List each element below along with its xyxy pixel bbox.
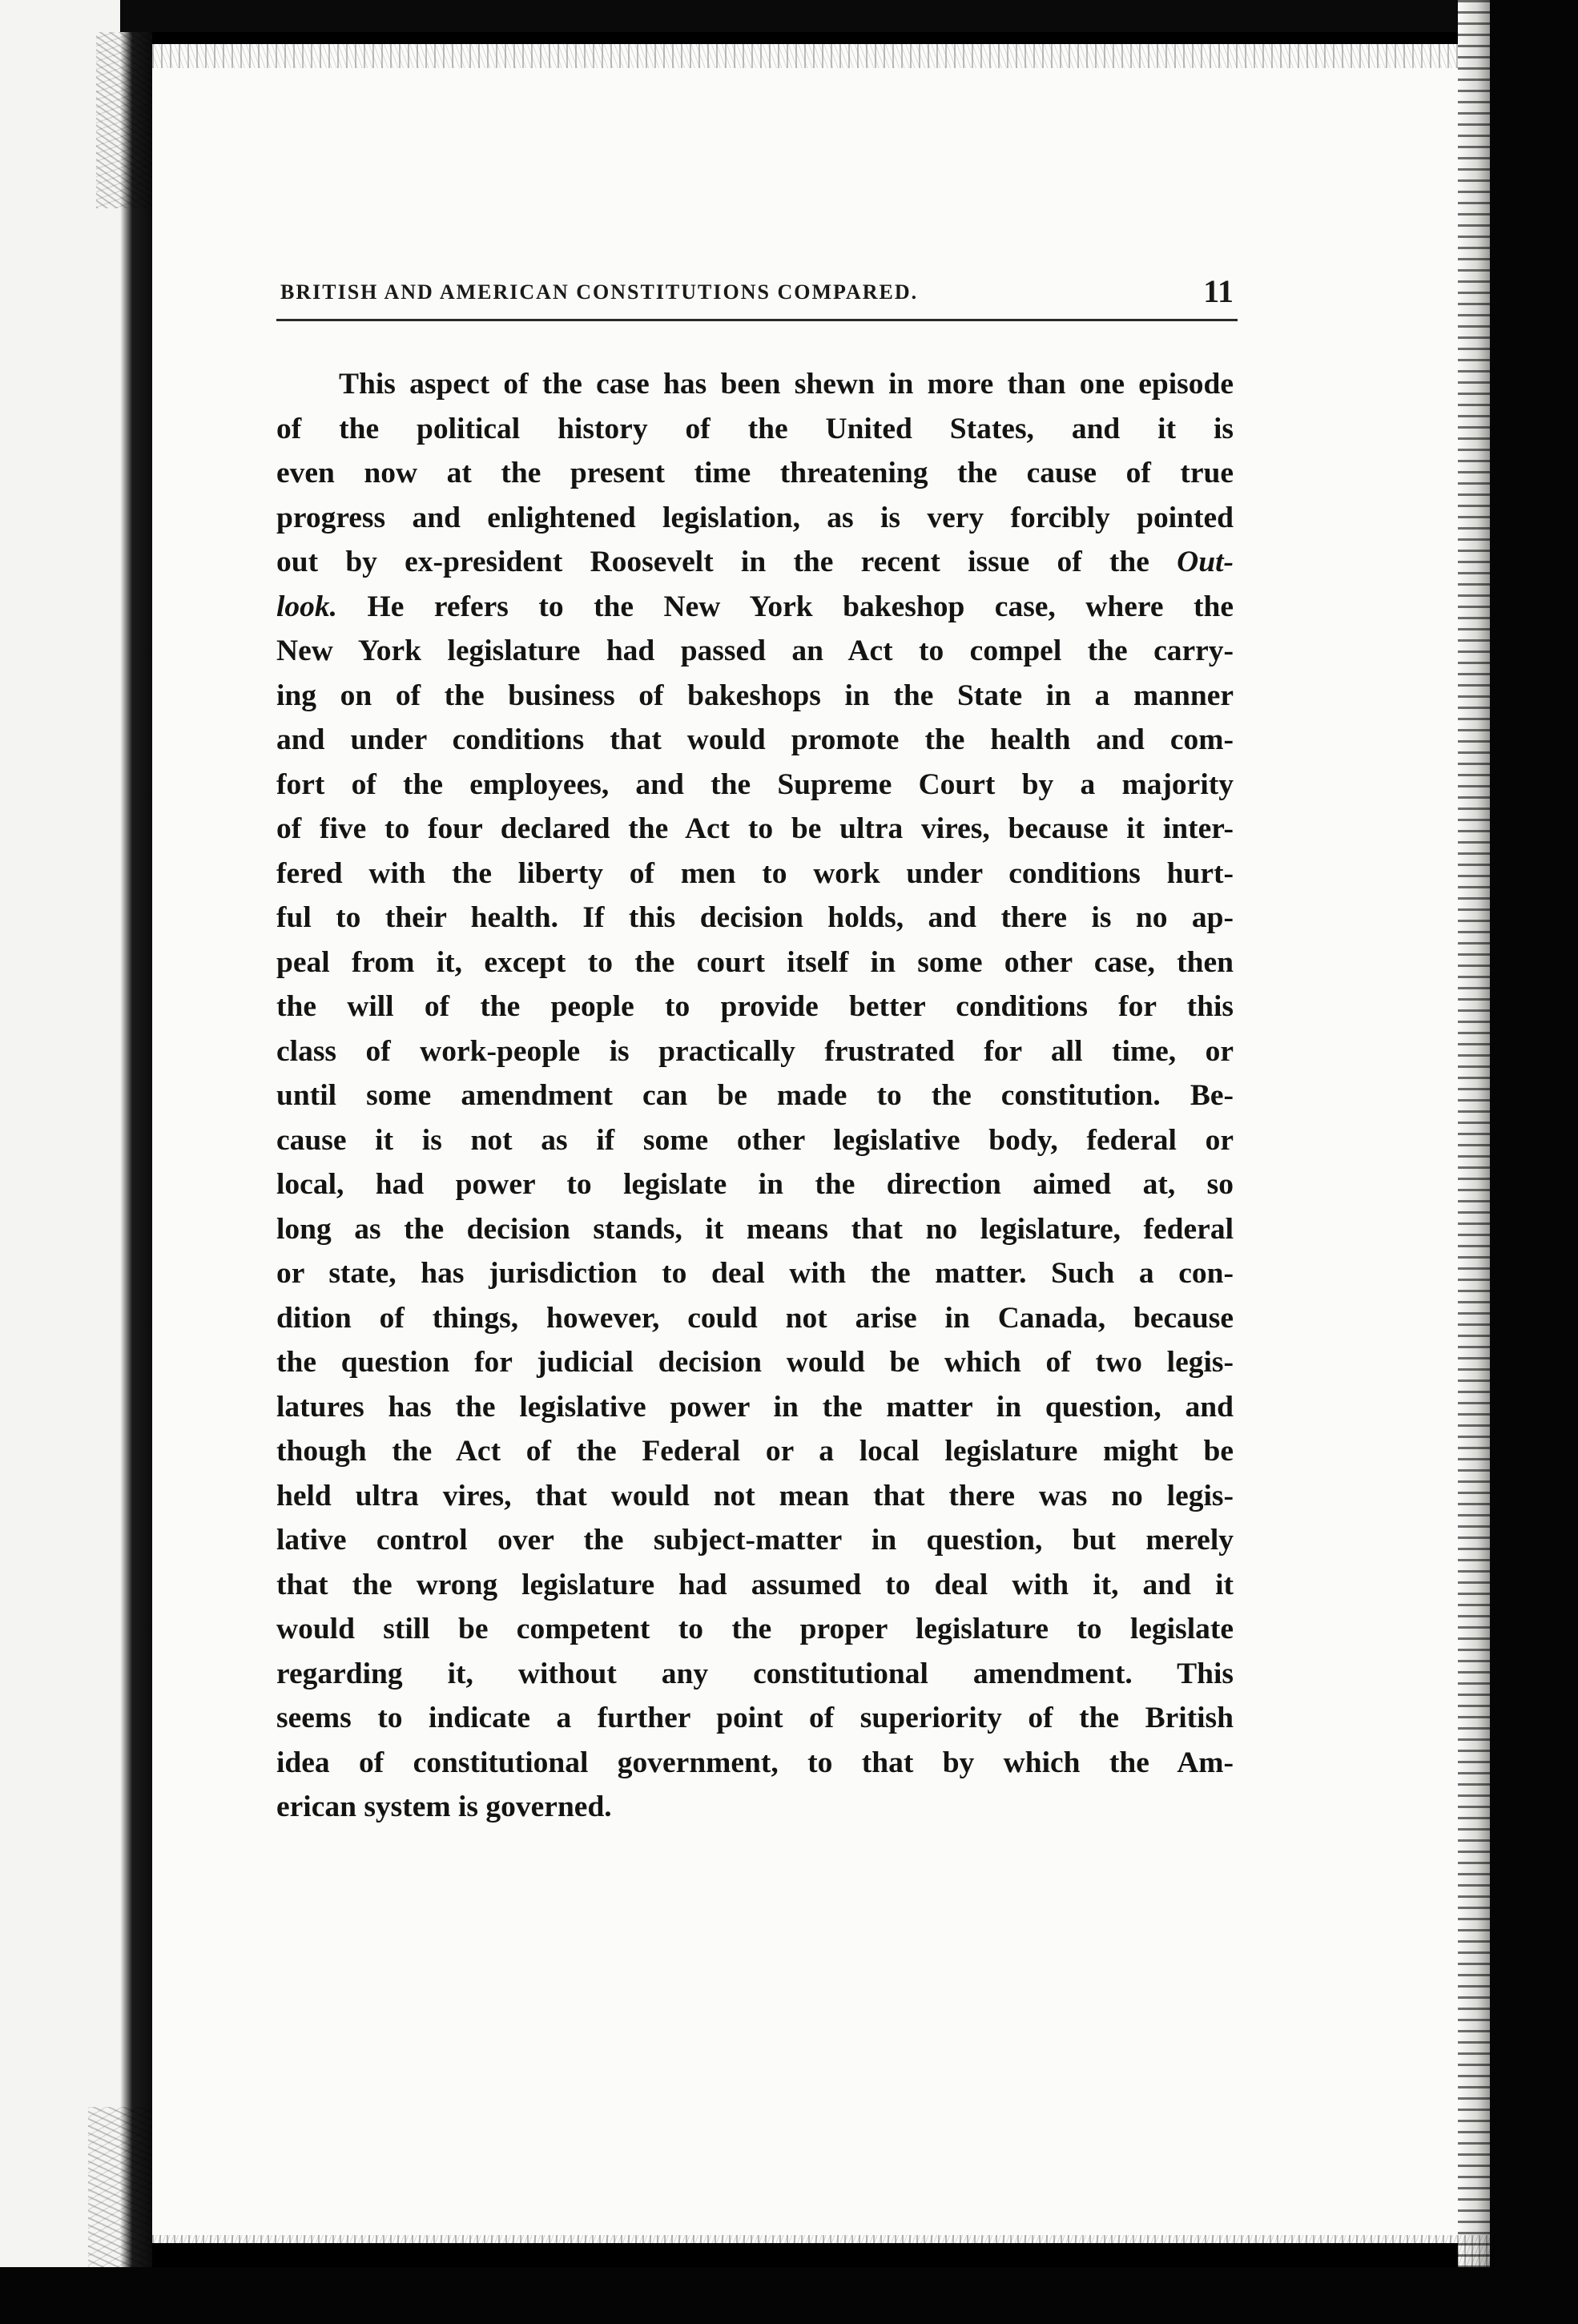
text-line: long as the decision stands, it means that no legislature, federal — [276, 1212, 1234, 1246]
scan-noise-bottom — [152, 2235, 1498, 2267]
text-line: cause it is not as if some other legislative body, federal or — [276, 1123, 1234, 1157]
text-line: though the Act of the Federal or a local legislature might be — [276, 1435, 1234, 1468]
text-line: idea of constitutional government, to that by which the Am- — [276, 1746, 1234, 1779]
text-line: that the wrong legislature had assumed to deal with it, and it — [276, 1568, 1234, 1601]
text-line: peal from it, except to the court itself in some other case, then — [276, 945, 1234, 979]
text-line: class of work-people is practically frustrated for all time, or — [276, 1034, 1234, 1068]
text-line: ful to their health. If this decision holds, and there is no ap- — [276, 901, 1234, 934]
top-margin-shadow — [120, 0, 1578, 32]
bottom-margin-shadow — [0, 2267, 1578, 2324]
text-line: New York legislature had passed an Act to compel the carry- — [276, 634, 1234, 667]
periodical-title: Out- — [1177, 546, 1234, 578]
text-line: held ultra vires, that would not mean that there was no legis- — [276, 1479, 1234, 1512]
text-line: local, had power to legislate in the direction aimed at, so — [276, 1168, 1234, 1201]
text-line: until some amendment can be made to the constitution. Be- — [276, 1079, 1234, 1112]
text-line: ing on of the business of bakeshops in the State in a manner — [276, 679, 1234, 712]
periodical-title: look. — [276, 590, 338, 623]
text-line: fort of the employees, and the Supreme Court by a majority — [276, 767, 1234, 801]
text-line: lative control over the subject-matter in question, but merely — [276, 1524, 1234, 1557]
text-line: of five to four declared the Act to be ultra vires, because it inter- — [276, 812, 1234, 845]
text-line: and under conditions that would promote the health and com- — [276, 723, 1234, 756]
running-title: BRITISH AND AMERICAN CONSTITUTIONS COMPARED. — [280, 280, 919, 304]
scan-noise-top — [152, 32, 1498, 68]
binding-edge — [0, 0, 152, 2324]
text-line: out by ex-president Roosevelt in the recent issue of the Out- — [276, 546, 1234, 578]
text-line: the question for judicial decision would be which of two legis- — [276, 1346, 1234, 1379]
text-line: the will of the people to provide better conditions for this — [276, 990, 1234, 1023]
right-margin-shadow — [1490, 0, 1578, 2324]
text-line: dition of things, however, could not arise in Canada, because — [276, 1301, 1234, 1335]
body-paragraph — [276, 362, 1234, 1830]
text-line: would still be competent to the proper legislature to legislate — [276, 1613, 1234, 1645]
text-line: even now at the present time threatening the cause of true — [276, 457, 1234, 489]
text-line: look. He refers to the New York bakeshop case, where the — [276, 590, 1234, 623]
text-line: or state, has jurisdiction to deal with the matter. Such a con- — [276, 1257, 1234, 1290]
text-line: progress and enlightened legislation, as is very forcibly pointed — [276, 501, 1234, 534]
running-header — [280, 272, 1234, 320]
text-line: erican system is governed. — [276, 1790, 612, 1823]
page-number: 11 — [1203, 273, 1234, 309]
right-page-edge — [1458, 0, 1490, 2324]
text-line: latures has the legislative power in the matter in question, and — [276, 1390, 1234, 1424]
header-rule — [276, 319, 1238, 321]
text-line: fered with the liberty of men to work under conditions hurt- — [276, 856, 1234, 890]
text-line: seems to indicate a further point of superiority of the British — [276, 1702, 1234, 1734]
text-line: regarding it, without any constitutional amendment. This — [276, 1657, 1234, 1690]
text-line: of the political history of the United States, and it is — [276, 412, 1234, 445]
text-line: This aspect of the case has been shewn in more than one episode — [339, 368, 1234, 401]
